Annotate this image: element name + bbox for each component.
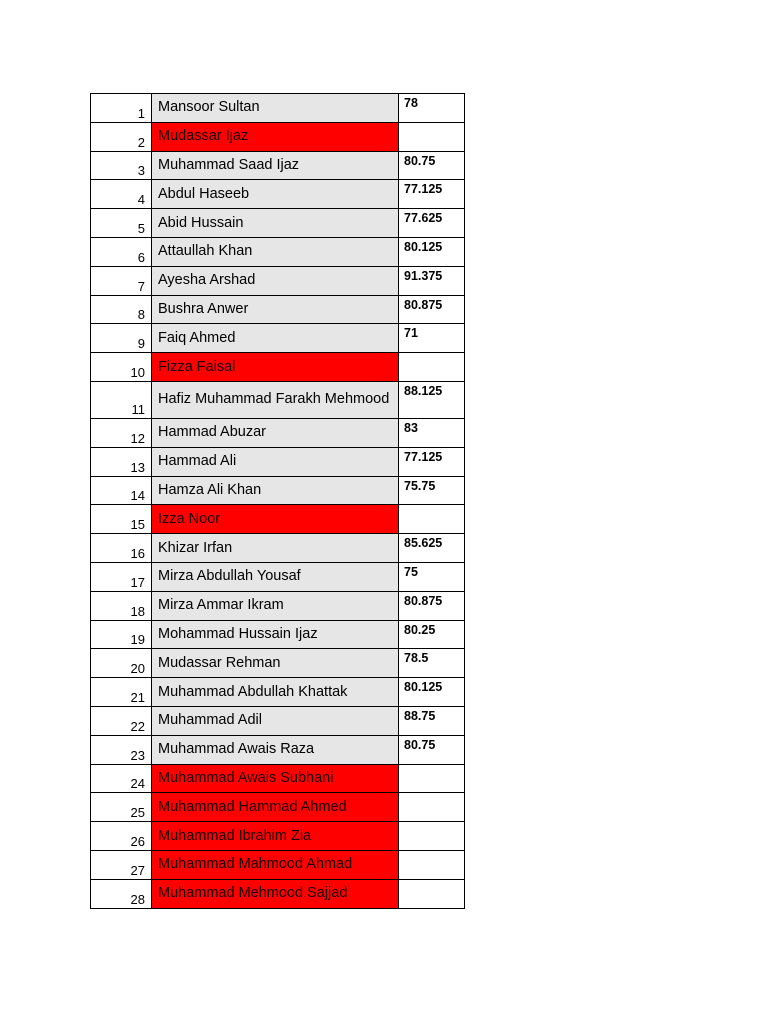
student-name-cell-flagged [152, 850, 399, 879]
row-number: 14 [130, 488, 145, 504]
student-name-cell-flagged [152, 122, 399, 151]
row-number: 18 [130, 603, 145, 619]
score-value [399, 353, 464, 355]
score-value: 83 [404, 420, 418, 435]
row-number: 5 [137, 220, 145, 236]
score-cell [399, 591, 465, 620]
table-row [91, 764, 465, 793]
score-cell [399, 266, 465, 295]
table-row [91, 793, 465, 822]
score-value: 91.375 [404, 268, 443, 283]
table-row [91, 295, 465, 324]
row-number: 7 [137, 278, 145, 294]
score-cell [399, 822, 465, 851]
table-row [91, 562, 465, 591]
row-number-cell [91, 735, 152, 764]
student-name: Mirza Abdullah Yousaf [158, 568, 301, 585]
score-cell [399, 879, 465, 908]
row-number-cell [91, 381, 152, 418]
student-name: Mohammad Hussain Ijaz [158, 625, 318, 642]
score-value [399, 765, 464, 767]
table-row [91, 678, 465, 707]
score-cell [399, 94, 465, 123]
student-name-cell-flagged [152, 793, 399, 822]
row-number: 27 [130, 862, 145, 878]
table-row [91, 822, 465, 851]
row-number-cell [91, 678, 152, 707]
row-number-cell [91, 180, 152, 209]
student-name: Mudassar Ijaz [158, 128, 249, 145]
row-number-cell [91, 822, 152, 851]
row-number: 25 [130, 805, 145, 821]
table-row [91, 209, 465, 238]
row-number-cell [91, 476, 152, 505]
student-name: Muhammad Adil [158, 712, 262, 729]
score-value: 77.625 [404, 211, 443, 226]
row-number: 6 [137, 249, 145, 265]
score-value [399, 880, 464, 882]
score-value [399, 793, 464, 795]
row-number-cell [91, 94, 152, 123]
row-number-cell [91, 620, 152, 649]
score-value: 80.25 [404, 622, 436, 637]
results-table [90, 93, 465, 909]
row-number: 15 [130, 517, 145, 533]
score-value: 80.875 [404, 297, 443, 312]
row-number: 13 [130, 459, 145, 475]
score-cell [399, 209, 465, 238]
score-cell [399, 353, 465, 382]
score-cell [399, 649, 465, 678]
row-number-cell [91, 295, 152, 324]
row-number: 10 [130, 364, 145, 380]
row-number: 8 [137, 307, 145, 323]
score-value: 77.125 [404, 182, 443, 197]
row-number-cell [91, 447, 152, 476]
student-name-cell [152, 418, 399, 447]
row-number: 2 [137, 134, 145, 150]
table-row [91, 266, 465, 295]
score-value: 75 [404, 564, 418, 579]
student-name: Attaullah Khan [158, 243, 253, 260]
results-table-body [91, 94, 465, 909]
score-value: 78 [404, 96, 418, 110]
score-cell [399, 151, 465, 180]
student-name-cell [152, 447, 399, 476]
student-name: Khizar Irfan [158, 539, 233, 556]
student-name: Ayesha Arshad [158, 272, 256, 289]
table-row [91, 353, 465, 382]
student-name-cell [152, 678, 399, 707]
score-cell [399, 706, 465, 735]
table-row [91, 735, 465, 764]
row-number-cell [91, 237, 152, 266]
row-number-cell [91, 879, 152, 908]
student-name: Muhammad Abdullah Khattak [158, 683, 348, 700]
row-number-cell [91, 534, 152, 563]
student-name-cell [152, 534, 399, 563]
student-name-cell [152, 180, 399, 209]
table-row [91, 180, 465, 209]
score-cell [399, 476, 465, 505]
student-name: Muhammad Mehmood Sajjad [158, 885, 348, 902]
score-value [399, 822, 464, 824]
score-cell [399, 381, 465, 418]
row-number-cell [91, 591, 152, 620]
student-name-cell [152, 620, 399, 649]
score-value: 80.125 [404, 680, 443, 695]
row-number-cell [91, 850, 152, 879]
score-cell [399, 793, 465, 822]
score-cell [399, 122, 465, 151]
student-name: Abid Hussain [158, 214, 244, 231]
row-number: 28 [130, 891, 145, 907]
row-number: 21 [130, 689, 145, 705]
score-value: 80.875 [404, 593, 443, 608]
row-number-cell [91, 706, 152, 735]
student-name-cell [152, 324, 399, 353]
student-name: Mansoor Sultan [158, 99, 260, 116]
student-name: Izza Noor [158, 510, 221, 527]
score-value: 80.125 [404, 239, 443, 254]
row-number: 9 [137, 336, 145, 352]
score-value: 88.75 [404, 708, 436, 723]
score-value [399, 505, 464, 507]
score-value: 78.5 [404, 651, 429, 666]
row-number-cell [91, 793, 152, 822]
student-name-cell-flagged [152, 505, 399, 534]
row-number-cell [91, 266, 152, 295]
table-row [91, 620, 465, 649]
student-name: Muhammad Awais Raza [158, 741, 315, 758]
row-number: 20 [130, 661, 145, 677]
student-name-cell-flagged [152, 353, 399, 382]
score-cell [399, 324, 465, 353]
student-name-cell [152, 706, 399, 735]
score-cell [399, 237, 465, 266]
student-name: Hamza Ali Khan [158, 481, 262, 498]
table-row [91, 94, 465, 123]
score-cell [399, 562, 465, 591]
table-row [91, 447, 465, 476]
student-name-cell [152, 649, 399, 678]
student-name: Muhammad Mahmood Ahmad [158, 856, 353, 873]
student-name: Muhammad Saad Ijaz [158, 156, 300, 173]
table-row [91, 476, 465, 505]
score-value [399, 851, 464, 853]
row-number: 17 [130, 574, 145, 590]
score-cell [399, 850, 465, 879]
student-name-cell-flagged [152, 822, 399, 851]
table-row [91, 381, 465, 418]
row-number: 24 [130, 776, 145, 792]
score-value: 75.75 [404, 478, 436, 493]
row-number: 22 [130, 718, 145, 734]
row-number: 3 [137, 163, 145, 179]
score-cell [399, 534, 465, 563]
table-row [91, 418, 465, 447]
student-name-cell [152, 94, 399, 123]
student-name: Hafiz Muhammad Farakh Mehmood [158, 391, 390, 408]
row-number: 23 [130, 747, 145, 763]
score-cell [399, 447, 465, 476]
score-value: 77.125 [404, 449, 443, 464]
row-number: 4 [137, 192, 145, 208]
score-cell [399, 295, 465, 324]
score-cell [399, 505, 465, 534]
score-cell [399, 678, 465, 707]
row-number: 19 [130, 632, 145, 648]
table-row [91, 122, 465, 151]
student-name-cell [152, 591, 399, 620]
student-name-cell [152, 735, 399, 764]
student-name: Bushra Anwer [158, 300, 249, 317]
student-name-cell-flagged [152, 879, 399, 908]
table-row [91, 324, 465, 353]
score-value: 80.75 [404, 153, 436, 168]
score-cell [399, 764, 465, 793]
row-number-cell [91, 353, 152, 382]
table-row [91, 649, 465, 678]
table-row [91, 505, 465, 534]
row-number-cell [91, 122, 152, 151]
table-row [91, 706, 465, 735]
row-number-cell [91, 418, 152, 447]
student-name-cell-flagged [152, 764, 399, 793]
student-name: Abdul Haseeb [158, 185, 250, 202]
score-value [399, 123, 464, 125]
row-number-cell [91, 151, 152, 180]
score-value: 71 [404, 326, 418, 341]
row-number-cell [91, 324, 152, 353]
student-name-cell [152, 381, 399, 418]
student-name: Muhammad Hammad Ahmed [158, 798, 347, 815]
table-row [91, 591, 465, 620]
row-number-cell [91, 505, 152, 534]
row-number-cell [91, 649, 152, 678]
student-name-cell [152, 209, 399, 238]
table-row [91, 879, 465, 908]
table-row [91, 534, 465, 563]
student-name-cell [152, 151, 399, 180]
student-name-cell [152, 562, 399, 591]
student-name-cell [152, 476, 399, 505]
score-value: 85.625 [404, 536, 443, 551]
score-cell [399, 620, 465, 649]
student-name: Mirza Ammar Ikram [158, 597, 284, 614]
table-row [91, 237, 465, 266]
score-cell [399, 735, 465, 764]
student-name: Faiq Ahmed [158, 329, 236, 346]
row-number-cell [91, 562, 152, 591]
row-number: 26 [130, 833, 145, 849]
score-cell [399, 418, 465, 447]
row-number-cell [91, 764, 152, 793]
row-number: 12 [130, 430, 145, 446]
student-name: Hammad Abuzar [158, 424, 266, 441]
student-name-cell [152, 266, 399, 295]
student-name: Muhammad Awais Subhani [158, 769, 334, 786]
row-number-cell [91, 209, 152, 238]
student-name: Hammad Ali [158, 453, 237, 470]
student-name: Fizza Faisal [158, 358, 236, 375]
row-number: 1 [137, 105, 145, 121]
row-number: 11 [131, 401, 145, 417]
score-value: 80.75 [404, 737, 436, 752]
student-name: Muhammad Ibrahim Zia [158, 827, 312, 844]
student-name-cell [152, 237, 399, 266]
student-name-cell [152, 295, 399, 324]
student-name: Mudassar Rehman [158, 654, 281, 671]
score-cell [399, 180, 465, 209]
table-row [91, 151, 465, 180]
row-number: 16 [130, 545, 145, 561]
score-value: 88.125 [404, 383, 443, 398]
table-row [91, 850, 465, 879]
